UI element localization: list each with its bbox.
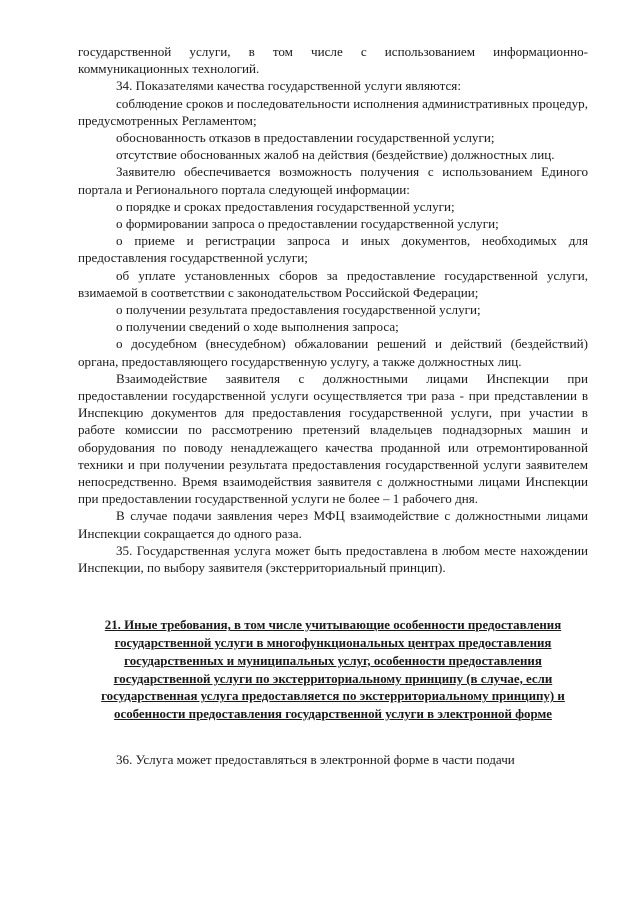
paragraph: В случае подачи заявления через МФЦ взаимодействие с должностными лицами Инспекции сокращается до одного раза. <box>78 508 588 541</box>
paragraph: отсутствие обоснованных жалоб на действия (бездействие) должностных лиц. <box>116 147 555 163</box>
paragraph-36: 36. Услуга может предоставляться в электронной форме в части подачи <box>116 752 515 768</box>
paragraph-list <box>78 43 588 576</box>
paragraph: о получении результата предоставления государственной услуги; <box>116 302 481 318</box>
paragraph: 35. Государственная услуга может быть предоставлена в любом месте нахождении Инспекции, по выбору заявителя (экстерриториальный принцип). <box>78 542 588 576</box>
paragraph: о порядке и сроках предоставления государственной услуги; <box>116 198 455 214</box>
paragraph: о приеме и регистрации запроса и иных документов, необходимых для предоставления государственной услуги; <box>78 233 588 266</box>
paragraph: о получении сведений о ходе выполнения запроса; <box>116 319 399 335</box>
section-heading: 21. Иные требования, в том числе учитывающие особенности предоставления государственной услуги в многофункциональных центрах предоставления государственных и муниципальных услуг, особенности предоставления государственной услуги по экстерриториальному принципу (в случае, если государственная услуга предоставляется по экстерриториальному принципу) и особенности предоставления государственной услуги в электронной форме <box>101 618 565 722</box>
paragraph: о формировании запроса о предоставлении государственной услуги; <box>116 216 499 232</box>
document-body <box>78 0 588 768</box>
paragraph: 34. Показателями качества государственной услуги являются: <box>116 78 461 94</box>
paragraph: Взаимодействие заявителя с должностными лицами Инспекции при предоставлении государственной услуги осуществляется три раза - при представлении в Инспекцию документов для предоставления государственной услуги, при участии в работе комиссии по рассмотрению претензий владельцев поднадзорных машин и оборудования по поводу ненадлежащего качества проданной или отремонтированной техники и при получении результата предоставления государственной услуги заявителем непосредственно. Время взаимодействия заявителя с должностными лицами Инспекции при предоставлении государственной услуги не более – 1 рабочего дня. <box>78 370 588 507</box>
paragraph: о досудебном (внесудебном) обжаловании решений и действий (бездействий) органа, предоставляющего государственную услугу, а также должностных лиц. <box>78 336 588 369</box>
paragraph: Заявителю обеспечивается возможность получения с использованием Единого портала и Регионального портала следующей информации: <box>78 164 588 197</box>
paragraph: государственной услуги, в том числе с использованием информационно-коммуникационных технологий. <box>78 44 588 77</box>
paragraph: об уплате установленных сборов за предоставление государственной услуги, взимаемой в соответствии с законодательством Российской Федерации; <box>78 267 588 300</box>
paragraph: обоснованность отказов в предоставлении государственной услуги; <box>116 130 495 146</box>
paragraph: соблюдение сроков и последовательности исполнения административных процедур, предусмотренных Регламентом; <box>78 95 588 128</box>
